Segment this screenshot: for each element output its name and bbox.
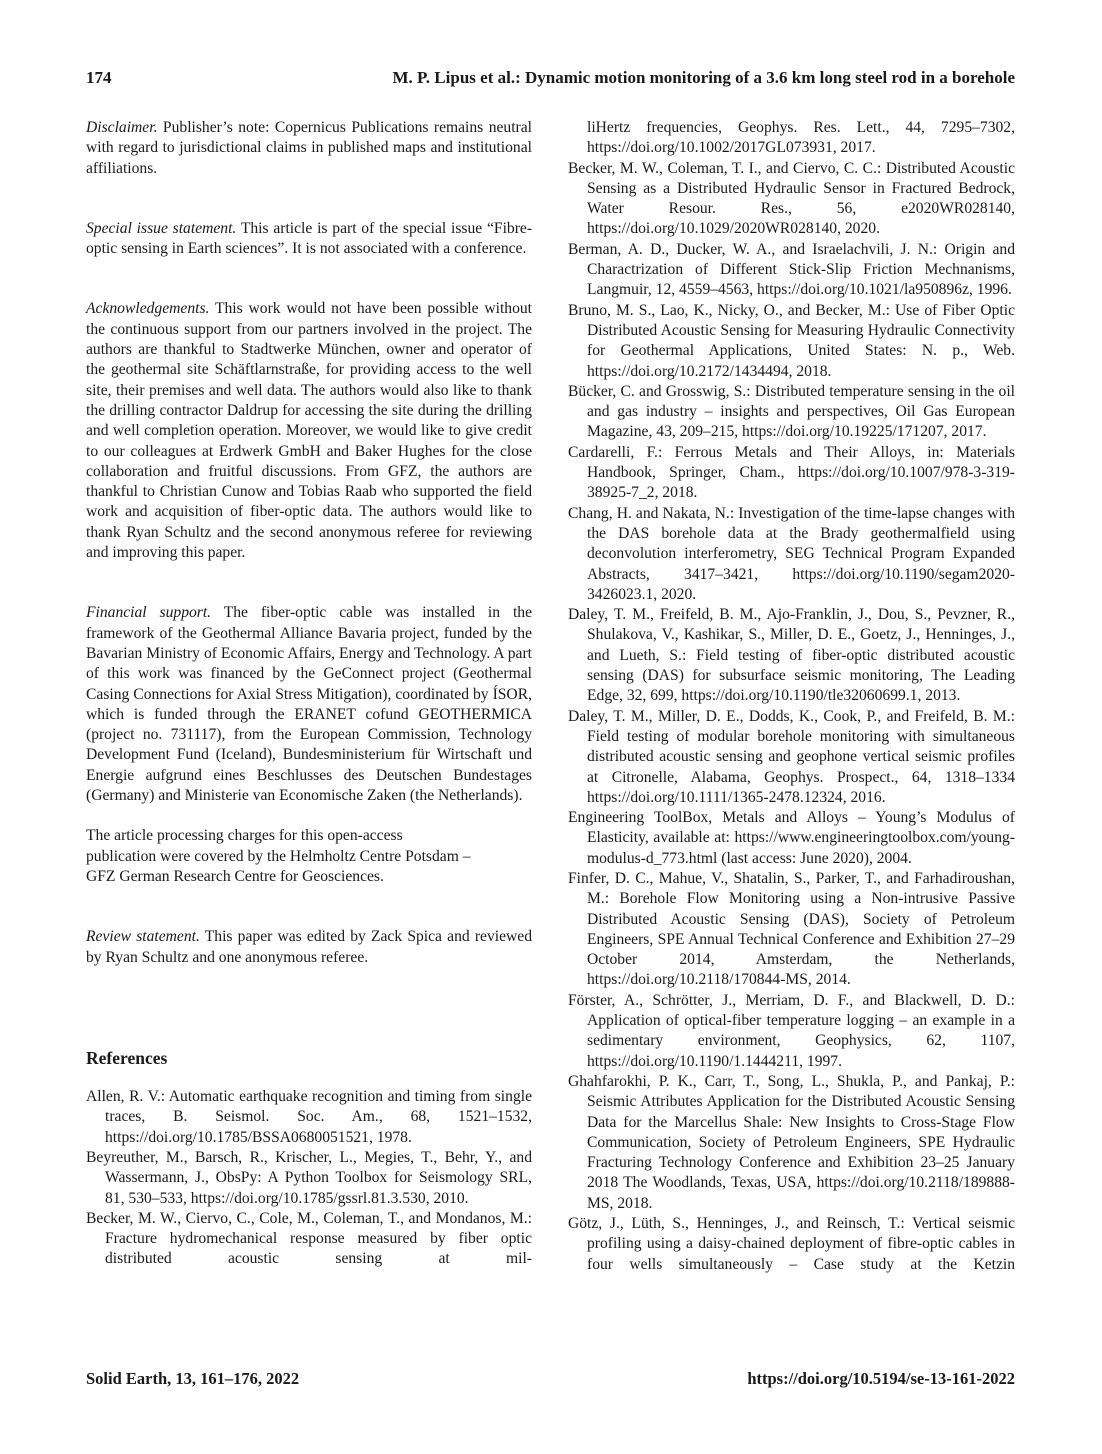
reference-item: Finfer, D. C., Mahue, V., Shatalin, S., Parker, T., and Farhadiroushan, M.: Borehole Flow Monitoring using a Non-intrusive Passive Distributed Acoustic Sensing (DAS), Society of Petroleum Engineers, SPE Annual Technical Conference and Exhibition 27–29 October 2014, Amsterdam, the Netherlands, https://doi.org/10.2118/170844-MS, 2014.	[568, 869, 1015, 989]
reference-item: Daley, T. M., Freifeld, B. M., Ajo-Franklin, J., Dou, S., Pevzner, R., Shulakova, V., Kashikar, S., Miller, D. E., Goetz, J., Henninges, J., and Lueth, S.: Field testing of fiber-optic distributed acoustic sensing (DAS) for subsurface seismic monitoring, The Leading Edge, 32, 699, https://doi.org/10.1190/tle32060699.1, 2013.	[568, 606, 1015, 705]
reference-item: Allen, R. V.: Automatic earthquake recognition and timing from single traces, B. Seismol. Soc. Am., 68, 1521–1532, https://doi.org/10.1785/BSSA0680051521, 1978.	[86, 1088, 532, 1146]
reference-item: Götz, J., Lüth, S., Henninges, J., and Reinsch, T.: Vertical seismic profiling using a daisy-chained deployment of fibre-optic cables in four wells simultaneously – Case study at the Ketzin	[568, 1215, 1015, 1273]
apc-line-3: GFZ German Research Centre for Geosciences.	[86, 867, 384, 885]
reference-item: Cardarelli, F.: Ferrous Metals and Their Alloys, in: Materials Handbook, Springer, Cham., https://doi.org/10.1007/978-3-319-38925-7_2, 2018.	[568, 443, 1015, 502]
reference-item: Bücker, C. and Grosswig, S.: Distributed temperature sensing in the oil and gas industry – insights and perspectives, Oil Gas European Magazine, 43, 209–215, https://doi.org/10.19225/171207, 2017.	[568, 382, 1015, 441]
special-issue-label: Special issue statement.	[86, 219, 237, 237]
journal-citation: Solid Earth, 13, 161–176, 2022	[86, 1369, 300, 1388]
acknowledgements-label: Acknowledgements.	[86, 300, 210, 318]
acknowledgements-text: This work would not have been possible without the continuous support from our partners involved in the project. The authors are thankful to Stadtwerke München, owner and operator of the geothermal site Schäftlarnstraße, for providing access to the well site, their premises and well data. The authors would also like to thank the drilling contractor Daldrup for accessing the site during the drilling and well completion operation. Moreover, we would like to give credit to our colleagues at Erdwerk GmbH and Baker Hughes for the close collaboration and fruitful discussions. From GFZ, the authors are thankful to Christian Cunow and Tobias Raab who supported the field work and acquisition of fiber-optic data. The authors would like to thank Ryan Schultz and the second anonymous referee for reviewing and improving this paper.	[86, 300, 533, 562]
reference-item: Beyreuther, M., Barsch, R., Krischer, L., Megies, T., Behr, Y., and Wassermann, J., ObsPy: A Python Toolbox for Seismology SRL, 81, 530–533, https://doi.org/10.1785/gssrl.81.3.530, 2010.	[86, 1148, 532, 1207]
reference-item: Chang, H. and Nakata, N.: Investigation of the time-lapse changes with the DAS borehole data at the Brady geothermalfield using deconvolution interferometry, SEG Technical Program Expanded Abstracts, 3417–3421, https://doi.org/10.1190/segam2020-3426023.1, 2020.	[568, 504, 1015, 603]
page-number: 174	[86, 68, 112, 87]
right-column	[568, 118, 1015, 1275]
reference-item: Becker, M. W., Ciervo, C., Cole, M., Coleman, T., and Mondanos, M.: Fracture hydromechanical response measured by fiber optic distributed acoustic sensing at mil-	[86, 1209, 532, 1268]
reference-item: Förster, A., Schrötter, J., Merriam, D. F., and Blackwell, D. D.: Application of optical-fiber temperature logging – an example in a sedimentary environment, Geophysics, 62, 1107, https://doi.org/10.1190/1.1444211, 1997.	[568, 991, 1015, 1070]
acknowledgements-paragraph	[86, 299, 532, 563]
review-statement-paragraph	[86, 927, 532, 968]
apc-paragraph	[86, 826, 532, 887]
apc-line-1: The article processing charges for this open-access	[86, 827, 403, 845]
page-header	[86, 68, 1015, 94]
reference-item: Berman, A. D., Ducker, W. A., and Israelachvili, J. N.: Origin and Charactrization of Different Stick-Slip Friction Mechnanisms, Langmuir, 12, 4559–4563, https://doi.org/10.1021/la950896z, 1996.	[568, 240, 1015, 299]
references-list-left	[86, 1087, 532, 1270]
special-issue-text: This article is part of the special issue “Fibre-optic sensing in Earth sciences”. It is not associated with a conference.	[86, 219, 533, 258]
special-issue-paragraph	[86, 219, 532, 260]
apc-line-2: publication were covered by the Helmholtz Centre Potsdam –	[86, 847, 471, 865]
references-heading: References	[86, 1047, 168, 1068]
article-doi-link[interactable]: https://doi.org/10.5194/se-13-161-2022	[747, 1369, 1015, 1388]
financial-support-paragraph	[86, 603, 532, 806]
financial-support-text: The fiber-optic cable was installed in the framework of the Geothermal Alliance Bavaria project, funded by the Bavarian Ministry of Economic Affairs, Energy and Technology. A part of this work was financed by the GeConnect project (Geothermal Casing Connections for Axial Stress Mitigation), coordinated by ÍSOR, which is funded through the ERANET cofund GEOTHERMICA (project no. 731117), from the European Commission, Technology Development Fund (Iceland), Bundesministerium für Wirtschaft und Energie aufgrund eines Beschlusses des Deutschen Bundestages (Germany) and Ministerie van Economische Zaken (the Netherlands).	[86, 604, 532, 805]
reference-item: Becker, M. W., Coleman, T. I., and Ciervo, C. C.: Distributed Acoustic Sensing as a Distributed Hydraulic Sensor in Fractured Bedrock, Water Resour. Res., 56, e2020WR028140, https://doi.org/10.1029/2020WR028140, 2020.	[568, 159, 1015, 238]
disclaimer-text: Publisher’s note: Copernicus Publications remains neutral with regard to jurisdictional claims in published maps and institutional affiliations.	[86, 119, 532, 177]
page-footer	[86, 1369, 1015, 1393]
financial-support-label: Financial support.	[86, 604, 212, 622]
running-title: M. P. Lipus et al.: Dynamic motion monitoring of a 3.6 km long steel rod in a borehole	[392, 68, 1015, 87]
review-statement-label: Review statement.	[86, 928, 200, 946]
review-statement-text: This paper was edited by Zack Spica and reviewed by Ryan Schultz and one anonymous referee.	[86, 928, 532, 966]
reference-item: Bruno, M. S., Lao, K., Nicky, O., and Becker, M.: Use of Fiber Optic Distributed Acoustic Sensing for Measuring Hydraulic Connectivity for Geothermal Applications, United States: N. p., Web. https://doi.org/10.2172/1434494, 2018.	[568, 301, 1015, 380]
disclaimer-paragraph	[86, 118, 532, 179]
disclaimer-label: Disclaimer.	[86, 119, 158, 136]
reference-item: Engineering ToolBox, Metals and Alloys – Young’s Modulus of Elasticity, available at: https://www.engineeringtoolbox.com/young-modulus-d_773.html (last access: June 2020), 2004.	[568, 809, 1015, 867]
left-column	[86, 118, 532, 1270]
reference-continuation: liHertz frequencies, Geophys. Res. Lett., 44, 7295–7302, https://doi.org/10.1002/2017GL073931, 2017.	[587, 119, 1015, 157]
reference-item: Ghahfarokhi, P. K., Carr, T., Song, L., Shukla, P., and Pankaj, P.: Seismic Attributes Application for the Distributed Acoustic Sensing Data for the Marcellus Shale: New Insights to Cross-Stage Flow Communication, Society of Petroleum Engineers, SPE Hydraulic Fracturing Technology Conference and Exhibition 23–25 January 2018 The Woodlands, Texas, USA, https://doi.org/10.2118/189888-MS, 2018.	[568, 1072, 1015, 1212]
reference-item: Daley, T. M., Miller, D. E., Dodds, K., Cook, P., and Freifeld, B. M.: Field testing of modular borehole monitoring with simultaneous distributed acoustic sensing and geophone vertical seismic profiles at Citronelle, Alabama, Geophys. Prospect., 64, 1318–1334 https://doi.org/10.1111/1365-2478.12324, 2016.	[568, 707, 1015, 806]
